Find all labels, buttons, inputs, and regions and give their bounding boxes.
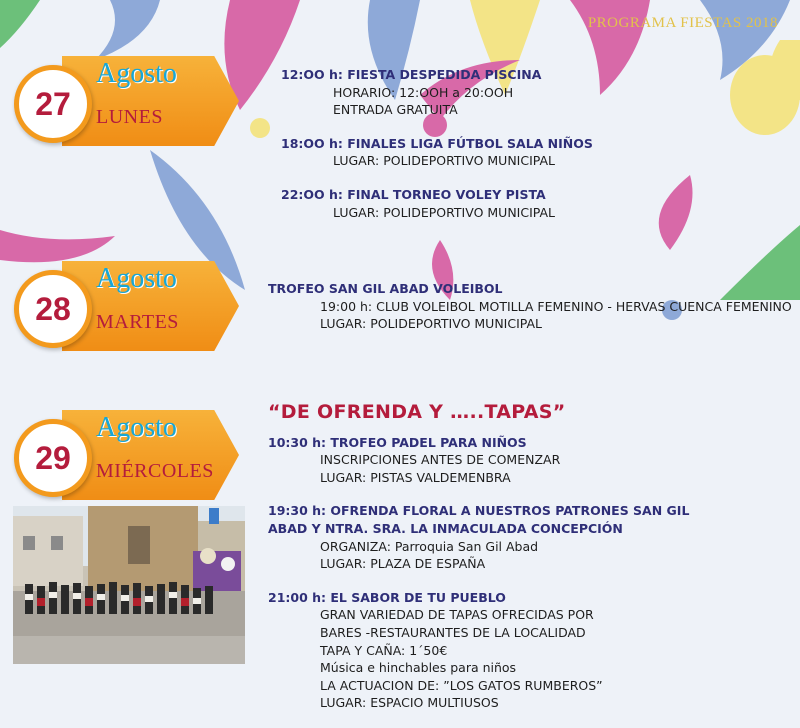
month-label: Agosto	[96, 412, 177, 443]
event-detail: ENTRADA GRATUITA	[333, 102, 458, 118]
event-item	[281, 135, 593, 170]
day-number-circle	[14, 419, 92, 497]
event-item	[268, 502, 689, 572]
weekday-label: MARTES	[96, 311, 179, 333]
day-number: 27	[35, 85, 71, 122]
event-title: 22:OO h: FINAL TORNEO VOLEY PISTA	[281, 186, 546, 202]
event-title: 21:00 h: EL SABOR DE TU PUEBLO	[268, 589, 506, 605]
event-detail: LUGAR: POLIDEPORTIVO MUNICIPAL	[333, 204, 556, 220]
event-photo	[13, 506, 245, 664]
event-detail: Música e hinchables para niños	[320, 660, 517, 676]
day-29-events	[268, 401, 690, 728]
day-number: 28	[35, 290, 71, 327]
event-item	[281, 66, 593, 119]
event-title-continued: ABAD Y NTRA. SRA. LA INMACULADA CONCEPCIÓN	[268, 520, 623, 536]
day-headline: “DE OFRENDA Y …..TAPAS”	[268, 401, 566, 423]
event-title: 19:30 h: OFRENDA FLORAL A NUESTROS PATRONES SAN GIL	[268, 503, 690, 519]
event-detail: LUGAR: PISTAS VALDEMENBRA	[320, 469, 511, 485]
event-title: 10:30 h: TROFEO PADEL PARA NIÑOS	[268, 434, 527, 450]
weekday-label: LUNES	[96, 106, 163, 128]
program-title: PROGRAMA FIESTAS 2018	[587, 15, 778, 31]
event-item	[281, 186, 593, 221]
event-photo-illustration	[13, 506, 245, 664]
day-badge-27	[14, 56, 239, 146]
event-title: TROFEO SAN GIL ABAD VOLEIBOL	[268, 281, 503, 296]
event-detail: LUGAR: POLIDEPORTIVO MUNICIPAL	[333, 153, 556, 169]
day-number-circle	[14, 270, 92, 348]
event-detail: LA ACTUACION DE: ”LOS GATOS RUMBEROS”	[320, 677, 603, 693]
month-label: Agosto	[96, 58, 177, 89]
day-28-events	[268, 280, 792, 349]
event-detail: BARES -RESTAURANTES DE LA LOCALIDAD	[320, 624, 586, 640]
day-number-circle	[14, 65, 92, 143]
month-label: Agosto	[96, 263, 177, 294]
event-title: 18:OO h: FINALES LIGA FÚTBOL SALA NIÑOS	[281, 135, 593, 151]
event-detail: LUGAR: ESPACIO MULTIUSOS	[320, 695, 499, 711]
event-detail: LUGAR: PLAZA DE ESPAÑA	[320, 556, 486, 572]
event-detail: TAPA Y CAÑA: 1´50€	[320, 642, 448, 658]
event-item	[268, 589, 689, 712]
event-detail: INSCRIPCIONES ANTES DE COMENZAR	[320, 452, 561, 468]
event-detail: HORARIO: 12:OOH a 20:OOH	[333, 84, 514, 100]
event-detail: GRAN VARIEDAD DE TAPAS OFRECIDAS POR	[320, 607, 594, 623]
day-badge-29	[14, 410, 239, 500]
day-27-events	[281, 66, 593, 237]
event-detail: LUGAR: POLIDEPORTIVO MUNICIPAL	[320, 316, 543, 332]
event-item	[268, 434, 689, 487]
event-item	[268, 280, 792, 333]
event-detail: 19:00 h: CLUB VOLEIBOL MOTILLA FEMENINO - HERVAS CUENCA FEMENINO	[320, 298, 792, 314]
event-detail: ORGANIZA: Parroquia San Gil Abad	[320, 538, 539, 554]
day-number: 29	[35, 439, 71, 476]
day-badge-28	[14, 261, 239, 351]
event-title: 12:OO h: FIESTA DESPEDIDA PISCINA	[281, 67, 542, 82]
weekday-label: MIÉRCOLES	[96, 460, 214, 482]
